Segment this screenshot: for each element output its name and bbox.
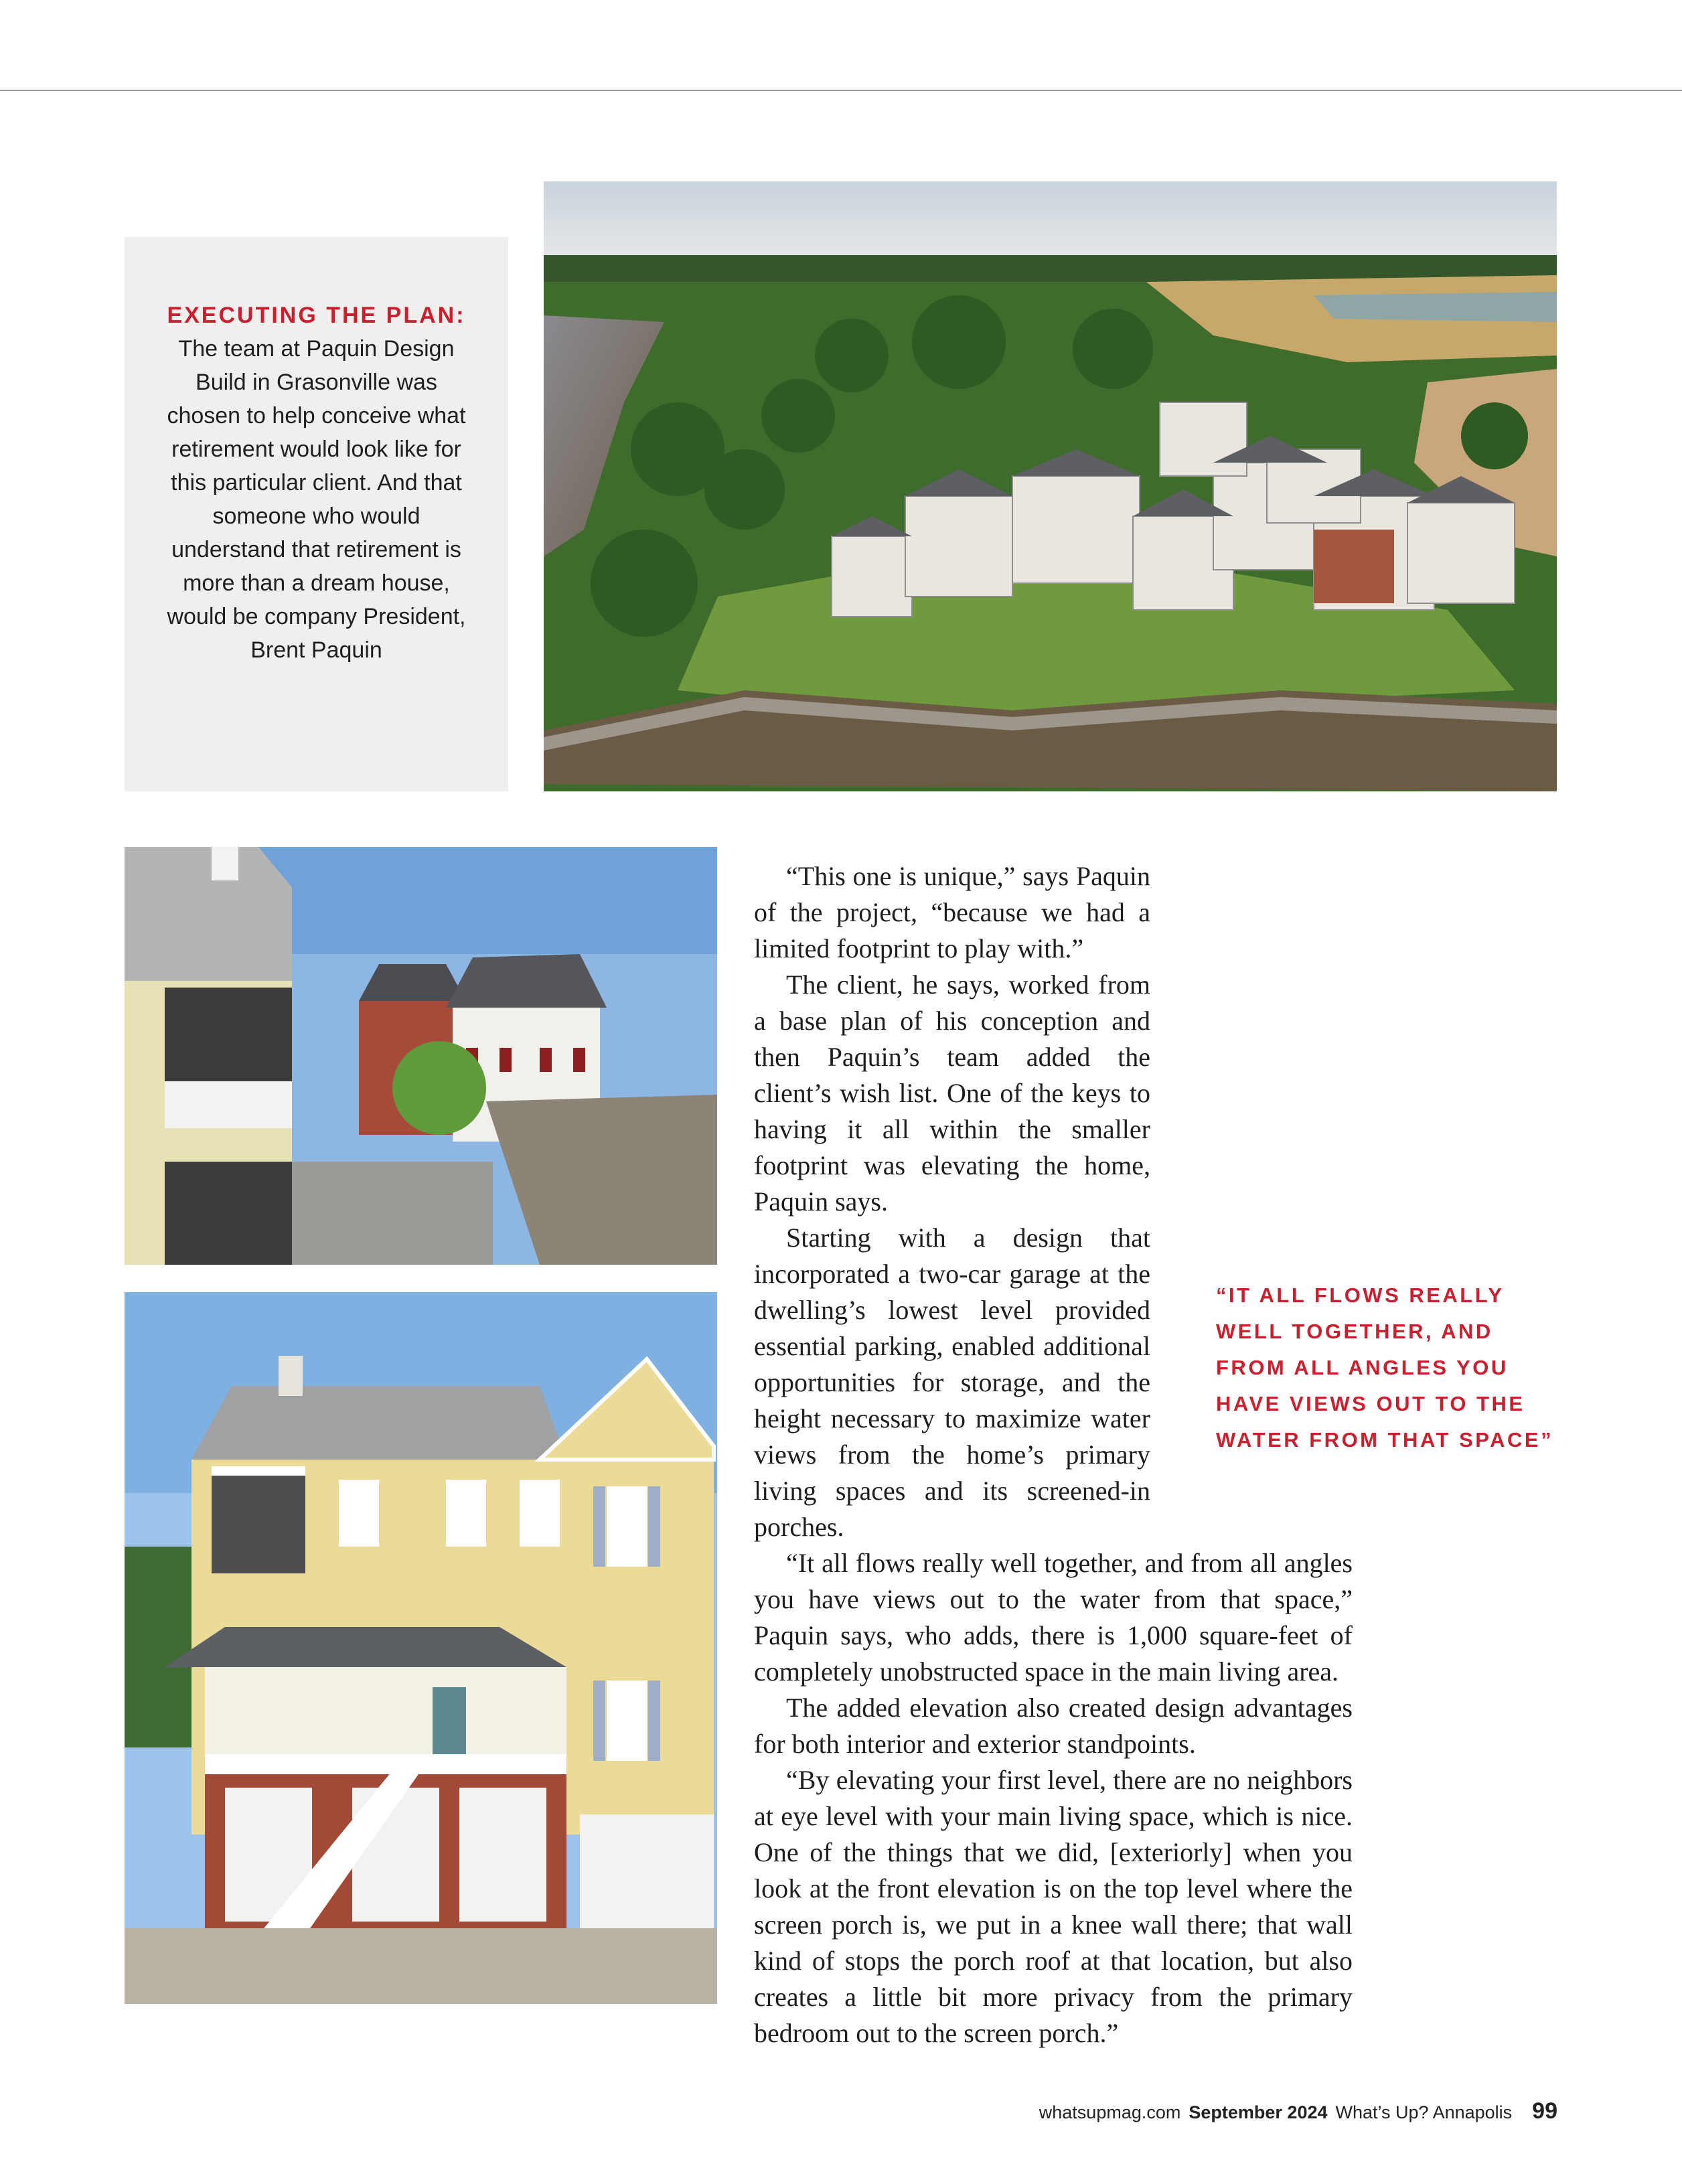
article-paragraph: “By elevating your first level, there are no neighbors at eye level with your main living space, which is nice. One of the things that we did, [exteriorly] when you look at the front elevation is on the top level where the screen porch is, we put in a knee wall there; that wall kind of stops the porch roof at that location, but also creates a little bit more privacy from the primary bedroom out to the screen porch.”: [754, 1765, 1353, 2048]
footer-issue-month: September 2024: [1189, 2102, 1328, 2122]
footer-site-link[interactable]: whatsupmag.com: [1039, 2102, 1181, 2122]
article-paragraph: Starting with a design that incorporated a two-car garage at the dwelling’s lowest level provided essential parking, enabled additional opportunities for storage, and the height necessary to maximize water views from the home’s primary living spaces and its screened-in porches.: [754, 1223, 1150, 1542]
page-number: 99: [1532, 2098, 1557, 2124]
yellow-house-photo: [125, 1292, 717, 2004]
article-paragraph: “This one is unique,” says Paquin of the project, “because we had a limited footprint to play with.”: [754, 861, 1150, 963]
article-paragraph: “It all flows really well together, and from all angles you have views out to the water from that space,” Paquin says, who adds, there is 1,000 square-feet of completely unobstructed space in the main living area.: [754, 1548, 1353, 1687]
page-footer: [1039, 2098, 1557, 2124]
article-paragraph: The added elevation also created design advantages for both interior and exterior standpoints.: [754, 1693, 1353, 1759]
article-paragraph: The client, he says, worked from a base plan of his conception and then Paquin’s team added the client’s wish list. One of the keys to having it all within the smaller footprint was elevating the home, Paquin says.: [754, 969, 1150, 1217]
pull-quote: “IT ALL FLOWS REALLY WELL TOGETHER, AND FROM ALL ANGLES YOU HAVE VIEWS OUT TO THE WATER FROM THAT SPACE”: [1216, 1283, 1554, 1452]
caption-kicker: EXECUTING THE PLAN:: [167, 303, 466, 328]
top-rule: [0, 90, 1682, 91]
photo-caption-box: [125, 237, 508, 791]
aerial-waterfront-photo: [544, 181, 1557, 791]
porch-and-neighbors-photo: [125, 847, 717, 1265]
footer-magazine-name: What’s Up? Annapolis: [1335, 2102, 1513, 2122]
caption-text: The team at Paquin Design Build in Grasonville was chosen to help conceive what retirement would look like for this particular client. And that someone who would understand that retirement is more than a dream house, would be company President, Brent Paquin: [167, 336, 466, 663]
